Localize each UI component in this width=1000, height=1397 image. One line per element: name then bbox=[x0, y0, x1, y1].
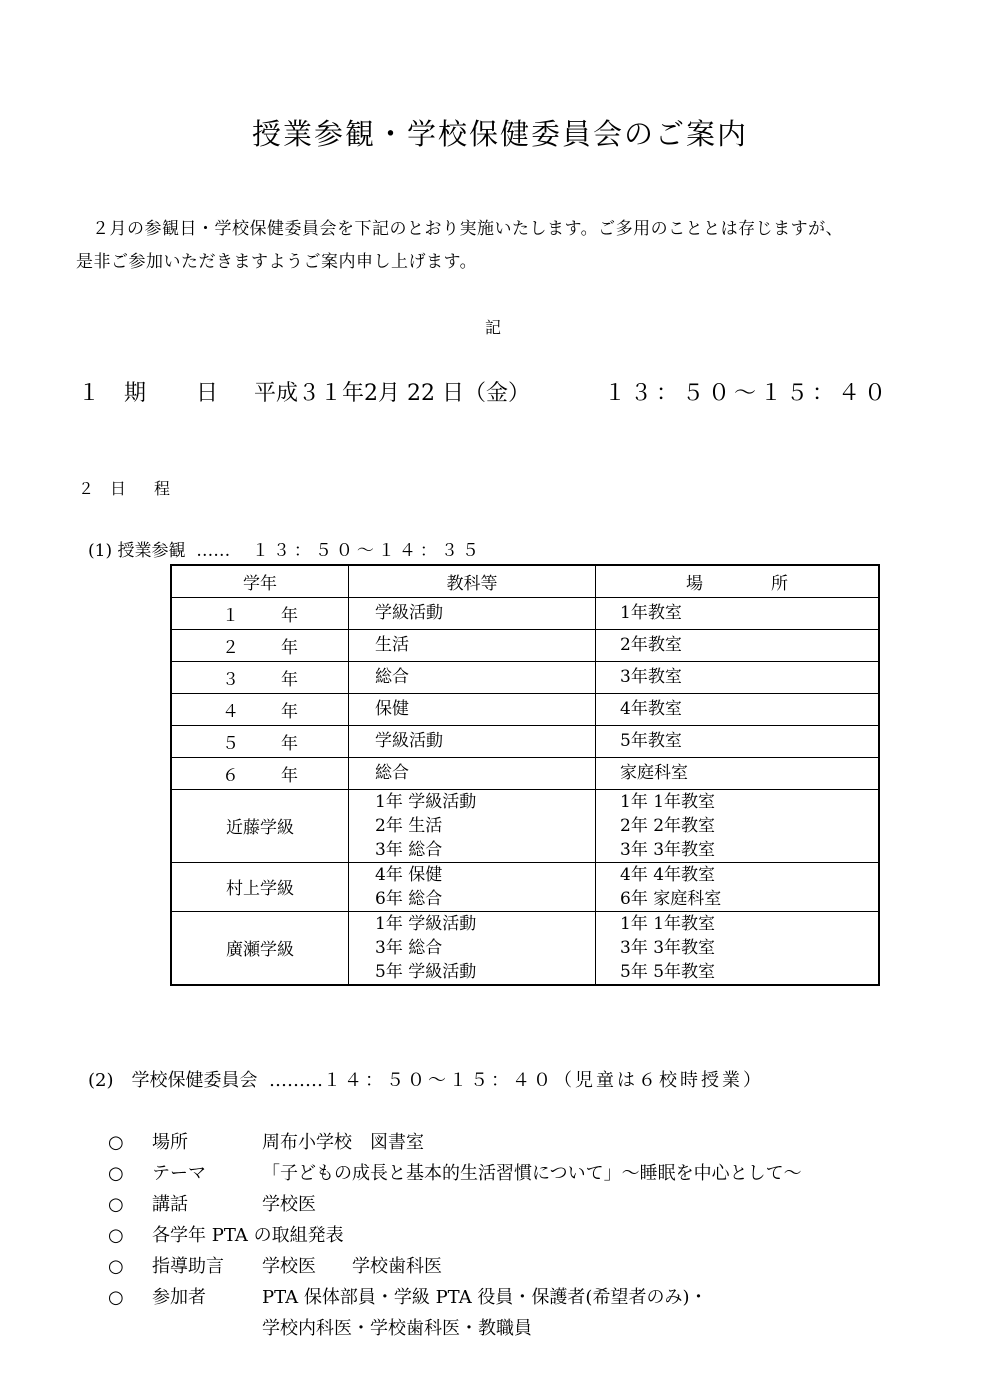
subject-text: 学級活動 bbox=[375, 603, 443, 623]
grade-label: 近藤学級 bbox=[226, 818, 294, 838]
subject-text: 2年 生活 bbox=[375, 815, 443, 836]
subject-text: 総合 bbox=[375, 763, 409, 783]
grade-suffix: 年 bbox=[281, 765, 298, 786]
ki-heading: 記 bbox=[485, 318, 502, 337]
place-text: 2年 2年教室 bbox=[620, 815, 716, 836]
grade-label: ４ bbox=[222, 701, 239, 722]
part-2-dots: ……… bbox=[268, 1070, 323, 1091]
bullet-value: 周布小学校 図書室 bbox=[262, 1132, 424, 1153]
section-1-date-value: 平成３１年2月 22 日（金） bbox=[254, 381, 530, 406]
place-text: 3年 3年教室 bbox=[620, 937, 716, 958]
bullet-value: PTA 保体部員・学級 PTA 役員・保護者(希望者のみ)・ bbox=[262, 1287, 708, 1308]
cell-grade bbox=[171, 661, 349, 693]
table-row bbox=[171, 911, 879, 985]
section-1-time: １３：５０〜１５：４０ bbox=[604, 381, 891, 406]
table-row bbox=[171, 629, 879, 661]
grade-suffix: 年 bbox=[281, 637, 298, 658]
table-row bbox=[171, 661, 879, 693]
subject-text: 1年 学級活動 bbox=[375, 913, 477, 934]
place-text: 家庭科室 bbox=[620, 763, 688, 783]
header-place: 場 所 bbox=[596, 565, 880, 597]
cell-subject bbox=[349, 725, 596, 757]
circle-bullet-icon: ○ bbox=[108, 1225, 124, 1246]
cell-place bbox=[596, 725, 880, 757]
intro-line-1: ２月の参観日・学校保健委員会を下記のとおり実施いたします。ご多用のこととは存じますが、 bbox=[92, 219, 844, 239]
cell-place bbox=[596, 911, 880, 985]
place-text: 1年教室 bbox=[620, 603, 682, 623]
cell-place bbox=[596, 661, 880, 693]
section-1-number: １ bbox=[78, 381, 101, 406]
cell-grade bbox=[171, 911, 349, 985]
grade-suffix: 年 bbox=[281, 605, 298, 626]
cell-subject bbox=[349, 862, 596, 911]
page-title: 授業参観・学校保健委員会のご案内 bbox=[251, 117, 748, 151]
cell-subject bbox=[349, 693, 596, 725]
subject-text: 1年 学級活動 bbox=[375, 791, 477, 812]
intro-line-2: 是非ご参加いただきますようご案内申し上げます。 bbox=[76, 252, 478, 272]
header-subject: 教科等 bbox=[349, 565, 596, 597]
section-2-heading bbox=[78, 476, 192, 499]
schedule-table bbox=[170, 564, 880, 986]
cell-subject bbox=[349, 597, 596, 629]
bullet-value-continuation: 学校内科医・学校歯科医・教職員 bbox=[262, 1318, 532, 1339]
cell-grade bbox=[171, 693, 349, 725]
part-1-title: (1) 授業参観 bbox=[88, 541, 186, 561]
cell-place bbox=[596, 597, 880, 629]
bullet-item bbox=[108, 1283, 707, 1309]
subject-text: 保健 bbox=[375, 699, 409, 719]
cell-grade bbox=[171, 862, 349, 911]
header-grade: 学年 bbox=[171, 565, 349, 597]
section-2-number: ２ bbox=[78, 479, 95, 498]
circle-bullet-icon: ○ bbox=[108, 1132, 124, 1153]
circle-bullet-icon: ○ bbox=[108, 1287, 124, 1308]
cell-subject bbox=[349, 629, 596, 661]
bullet-item bbox=[108, 1190, 316, 1216]
bullet-value: 学校医 bbox=[262, 1194, 316, 1215]
bullet-label: テーマ bbox=[152, 1163, 206, 1184]
place-text: 5年教室 bbox=[620, 731, 682, 751]
section-1-date bbox=[78, 376, 890, 407]
grade-label: ３ bbox=[222, 669, 239, 690]
subject-text: 総合 bbox=[375, 667, 409, 687]
place-text: 1年 1年教室 bbox=[620, 791, 716, 812]
cell-place bbox=[596, 862, 880, 911]
table-row bbox=[171, 597, 879, 629]
bullet-label: 参加者 bbox=[152, 1287, 206, 1308]
part-1-time: １３：５０〜１４：３５ bbox=[251, 541, 483, 561]
part-2-heading bbox=[88, 1066, 764, 1092]
grade-suffix: 年 bbox=[281, 669, 298, 690]
table-header-row bbox=[171, 565, 879, 597]
grade-label: ５ bbox=[222, 733, 239, 754]
place-text: 4年教室 bbox=[620, 699, 682, 719]
bullet-item bbox=[108, 1159, 802, 1185]
bullet-label: 講話 bbox=[152, 1194, 188, 1215]
cell-grade bbox=[171, 757, 349, 789]
bullet-item bbox=[108, 1128, 424, 1154]
bullet-label: 指導助言 bbox=[152, 1256, 224, 1277]
cell-place bbox=[596, 757, 880, 789]
place-text: 5年 5年教室 bbox=[620, 961, 716, 982]
grade-label: ２ bbox=[222, 637, 239, 658]
circle-bullet-icon: ○ bbox=[108, 1194, 124, 1215]
subject-text: 6年 総合 bbox=[375, 888, 443, 909]
subject-text: 3年 総合 bbox=[375, 839, 443, 860]
subject-text: 生活 bbox=[375, 635, 409, 655]
cell-place bbox=[596, 789, 880, 862]
place-text: 6年 家庭科室 bbox=[620, 888, 722, 909]
grade-suffix: 年 bbox=[281, 701, 298, 722]
cell-grade bbox=[171, 789, 349, 862]
place-text: 4年 4年教室 bbox=[620, 864, 716, 885]
bullet-value: 「子どもの成長と基本的生活習慣について」〜睡眠を中心として〜 bbox=[262, 1163, 802, 1184]
bullet-label: 各学年 PTA の取組発表 bbox=[152, 1225, 344, 1246]
subject-text: 3年 総合 bbox=[375, 937, 443, 958]
cell-grade bbox=[171, 725, 349, 757]
place-text: 2年教室 bbox=[620, 635, 682, 655]
bullet-label: 場所 bbox=[152, 1132, 188, 1153]
grade-suffix: 年 bbox=[281, 733, 298, 754]
grade-label: 廣瀬学級 bbox=[226, 940, 294, 960]
table-row bbox=[171, 789, 879, 862]
grade-label: 村上学級 bbox=[226, 879, 294, 899]
cell-subject bbox=[349, 911, 596, 985]
table-row bbox=[171, 725, 879, 757]
section-2-label: 日 程 bbox=[110, 479, 177, 498]
cell-place bbox=[596, 629, 880, 661]
grade-label: ６ bbox=[222, 765, 239, 786]
subject-text: 4年 保健 bbox=[375, 864, 443, 885]
cell-subject bbox=[349, 661, 596, 693]
place-text: 1年 1年教室 bbox=[620, 913, 716, 934]
cell-subject bbox=[349, 757, 596, 789]
place-text: 3年教室 bbox=[620, 667, 682, 687]
part-2-time: １４：５０〜１５：４０（児童は６校時授業） bbox=[322, 1070, 764, 1091]
bullet-value: 学校医 学校歯科医 bbox=[262, 1256, 442, 1277]
table-row bbox=[171, 862, 879, 911]
subject-text: 学級活動 bbox=[375, 731, 443, 751]
part-2-title: (2) 学校保健委員会 bbox=[88, 1070, 258, 1091]
part-1-dots: …… bbox=[196, 541, 231, 561]
circle-bullet-icon: ○ bbox=[108, 1256, 124, 1277]
section-1-label: 期 日 bbox=[124, 381, 233, 406]
circle-bullet-icon: ○ bbox=[108, 1163, 124, 1184]
cell-grade bbox=[171, 629, 349, 661]
table-row bbox=[171, 757, 879, 789]
cell-place bbox=[596, 693, 880, 725]
part-1-heading bbox=[88, 536, 483, 561]
subject-text: 5年 学級活動 bbox=[375, 961, 477, 982]
cell-grade bbox=[171, 597, 349, 629]
grade-label: １ bbox=[222, 605, 239, 626]
cell-subject bbox=[349, 789, 596, 862]
bullet-item bbox=[108, 1221, 344, 1247]
table-row bbox=[171, 693, 879, 725]
bullet-item bbox=[108, 1252, 442, 1278]
place-text: 3年 3年教室 bbox=[620, 839, 716, 860]
